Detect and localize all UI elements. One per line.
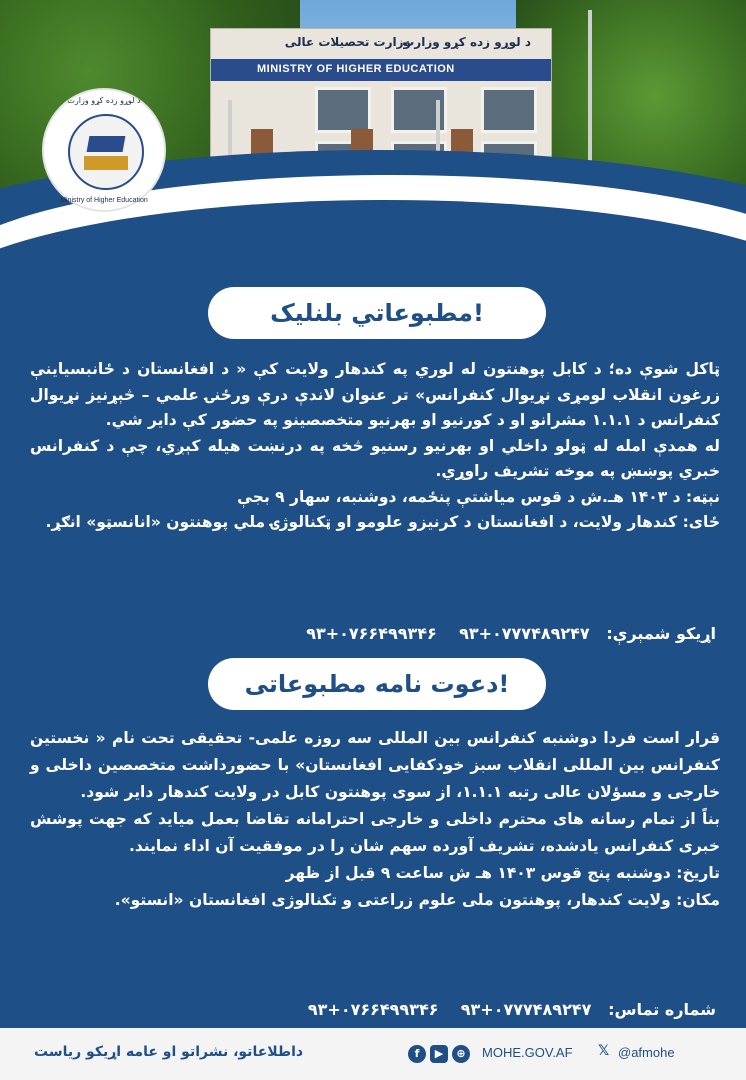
footer-bar	[0, 1028, 746, 1080]
dari-place: مکان: ولايت کندهار، پوهنتون ملی علوم زراعتی و تکنالوژی افغانستان «انستو».	[114, 891, 720, 909]
phone-number[interactable]: ۰۷۶۶۴۹۹۳۴۶+۹۳	[307, 1000, 439, 1019]
phone-number[interactable]: ۰۷۶۶۴۹۹۳۴۶+۹۳	[306, 624, 437, 643]
dari-paragraph: بناً از تمام رسانه های محترم داخلی و خارجی احترامانه تقاضا بعمل مياید که جهت پوشش خبری کنفرانس يادشده، تشريف آورده سهم شان را در موفقيت آن اداء نمايند.	[30, 810, 720, 855]
ministry-logo	[42, 88, 166, 212]
facebook-icon[interactable]: f	[408, 1045, 426, 1063]
dari-contact	[308, 1000, 716, 1019]
pashto-place: ځای: کندهار ولايت، د افغانستان د کرنيزو علومو او ټکنالوژۍ ملي پوهنتون «انانسټو» انګړ.	[45, 513, 720, 531]
building-sign-pashto: د لوړو زده کړو وزارت	[402, 35, 531, 49]
pashto-date: نېټه: د ۱۴۰۳ هـ.ش د قوس مياشتې پنځمه، دوشنبه، سهار ۹ بجې	[237, 487, 720, 506]
logo-text-english: Ministry of Higher Education	[60, 197, 148, 204]
pashto-paragraph: ټاکل شوې ده؛ د کابل پوهنتون له لوري په کندهار ولايت کې « د افغانستان د ځانبسياينې زرغون انقلاب لومړی نړيوال کنفرانس» تر عنوان لاندې درې ورځنۍ علمي – څېړنيز نړيوال کنفرانس د ۱.۱.۱ مشرانو او د کورنيو او بهرنيو متخصصينو په حضور کې داير شي.	[30, 360, 720, 429]
dari-body	[30, 725, 720, 914]
phone-number[interactable]: ۰۷۷۷۴۸۹۲۴۷+۹۳	[460, 1000, 592, 1019]
dari-paragraph: قرار است فردا دوشنبه کنفرانس بين المللی سه روزه علمی- تحقيقی تحت نام « نخستين کنفرانس بين المللی انقلاب سبز خودکفايی افغانستان» با حضورداشت متخصصين داخلی و خارجی و مسؤلان عالی رتبه ۱.۱.۱، از سوی پوهنتون کابل در ولايت کندهار داير شود.	[30, 729, 720, 801]
globe-icon[interactable]: ⊕	[452, 1045, 470, 1063]
building-sign-dari: وزارت تحصیلات عالی	[284, 35, 411, 49]
book-icon	[84, 156, 128, 170]
contact-label: شماره تماس:	[608, 1000, 716, 1019]
social-handle[interactable]: @afmohe	[618, 1045, 675, 1060]
pashto-contact	[306, 624, 716, 643]
phone-number[interactable]: ۰۷۷۷۴۸۹۲۴۷+۹۳	[459, 624, 590, 643]
pashto-body	[30, 357, 720, 536]
youtube-icon[interactable]: ▶	[430, 1045, 448, 1063]
footer-org-name: داطلاعاتو، نشراتو او عامه اړيکو رياست	[34, 1044, 304, 1060]
logo-text-pashto: د لوړو زده کړو وزارت	[67, 96, 141, 105]
dari-title: دعوت نامه مطبوعاتی!	[208, 658, 546, 710]
website-link[interactable]: MOHE.GOV.AF	[482, 1045, 573, 1060]
contact-label: اړيکو شمېرې:	[606, 624, 716, 643]
pashto-title: مطبوعاتي بلنليک!	[208, 287, 546, 339]
logo-emblem	[68, 114, 144, 190]
building-sign-english: MINISTRY OF HIGHER EDUCATION	[257, 63, 455, 75]
dari-date: تاريخ: دوشنبه پنج قوس ۱۴۰۳ هـ ش ساعت ۹ قبل از ظهر	[285, 864, 720, 882]
window	[315, 87, 371, 133]
graduation-cap-icon	[87, 136, 126, 152]
window	[481, 87, 537, 133]
x-icon[interactable]: 𝕏	[598, 1043, 610, 1059]
pashto-paragraph: له همدې امله له ټولو داخلي او بهرنيو رسنيو څخه په درنښت هيله کېږي، چې د کنفرانس خبري پوښښ په موخه تشريف راوړي.	[30, 436, 720, 480]
